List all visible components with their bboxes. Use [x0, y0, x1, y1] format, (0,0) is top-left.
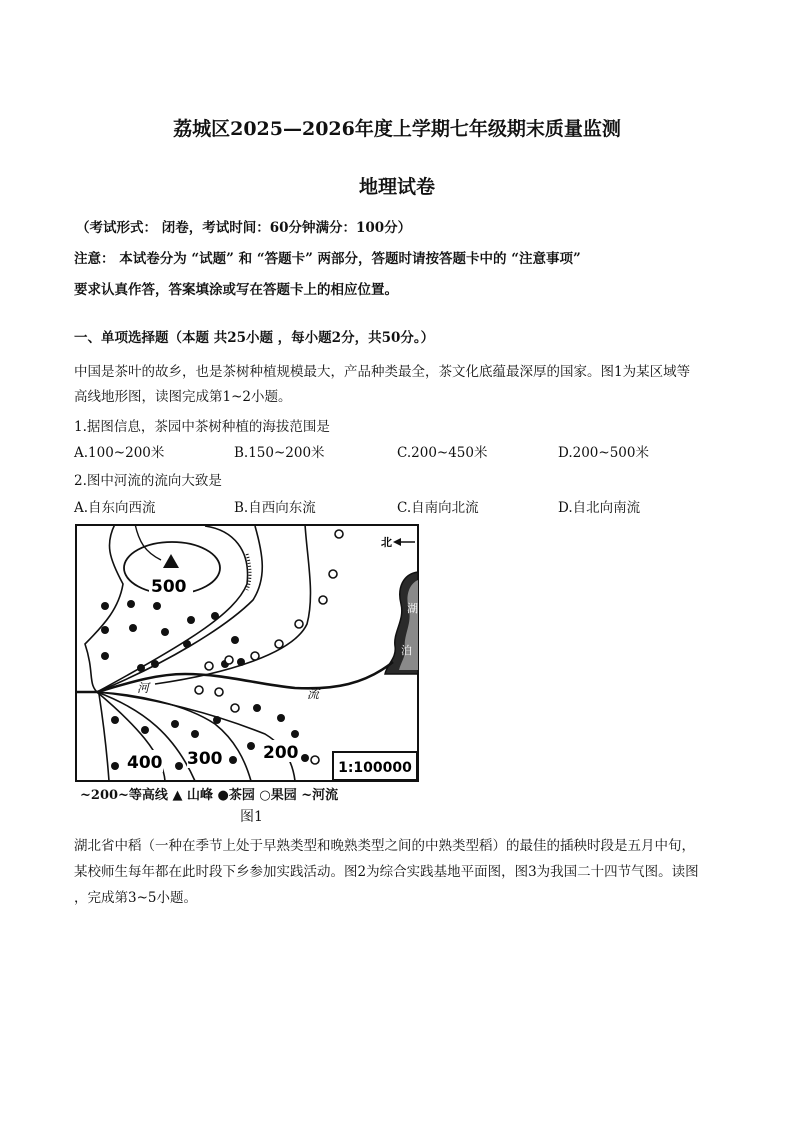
q1-option-c[interactable]: C.200~450米: [397, 445, 488, 461]
contour-label-300: 300: [187, 749, 223, 769]
contour-label-200: 200: [263, 743, 299, 763]
contour-label-500: 500: [151, 577, 187, 597]
lake-char-2: 泊: [401, 644, 412, 657]
notice-line-1: 注意： 本试卷分为 “试题” 和 “答题卡” 两部分，答题时请按答题卡中的 “注意事项”: [74, 251, 581, 267]
question-2-stem: 2.图中河流的流向大致是: [74, 473, 222, 489]
question-1-stem: 1.据图信息，茶园中茶树种植的海拔范围是: [74, 419, 330, 435]
intro-line-2: 高线地形图，读图完成第1~2小题。: [74, 389, 292, 405]
river-char-1: 河: [137, 681, 150, 695]
q2-option-c[interactable]: C.自南向北流: [397, 500, 479, 516]
lake-char-1: 湖: [407, 602, 418, 615]
contour-label-400: 400: [127, 753, 163, 773]
exam-title: 荔城区2025—2026年度上学期七年级期末质量监测: [173, 118, 621, 140]
intro2-line-2: 某校师生每年都在此时段下乡参加实践活动。图2为综合实践基地平面图，图3为我国二十四节气图。读图: [74, 864, 699, 880]
intro-line-1: 中国是茶叶的故乡，也是茶树种植规模最大，产品种类最全，茶文化底蕴最深厚的国家。图1为某区域等: [74, 364, 691, 380]
north-label: 北: [381, 536, 392, 549]
q1-option-b[interactable]: B.150~200米: [234, 445, 325, 461]
exam-subtitle: 地理试卷: [358, 176, 435, 198]
figure-caption: 图1: [240, 809, 263, 825]
q2-option-b[interactable]: B.自西向东流: [234, 500, 316, 516]
q1-option-d[interactable]: D.200~500米: [558, 445, 649, 461]
section-heading: 一、单项选择题（本题 共25小题 ，每小题2分，共50分。）: [74, 330, 435, 346]
notice-line-2: 要求认真作答，答案填涂或写在答题卡上的相应位置。: [74, 282, 398, 298]
q2-option-a[interactable]: A.自东向西流: [74, 500, 156, 516]
q1-option-a[interactable]: A.100~200米: [74, 445, 165, 461]
exam-info: （考试形式： 闭卷，考试时间：60分钟满分：100分）: [76, 220, 412, 236]
intro2-line-3: ，完成第3~5小题。: [74, 890, 197, 906]
intro2-line-1: 湖北省中稻（一种在季节上处于早熟类型和晚熟类型之间的中熟类型稻）的最佳的插秧时段是五月中旬，: [74, 838, 695, 854]
map-legend: ~200~等高线 ▲ 山峰 ●茶园 ○果园 ~河流: [80, 788, 339, 803]
scale-label: 1:100000: [338, 760, 412, 776]
contour-map-figure: [75, 524, 419, 804]
river-char-2: 流: [307, 687, 320, 701]
q2-option-d[interactable]: D.自北向南流: [558, 500, 641, 516]
